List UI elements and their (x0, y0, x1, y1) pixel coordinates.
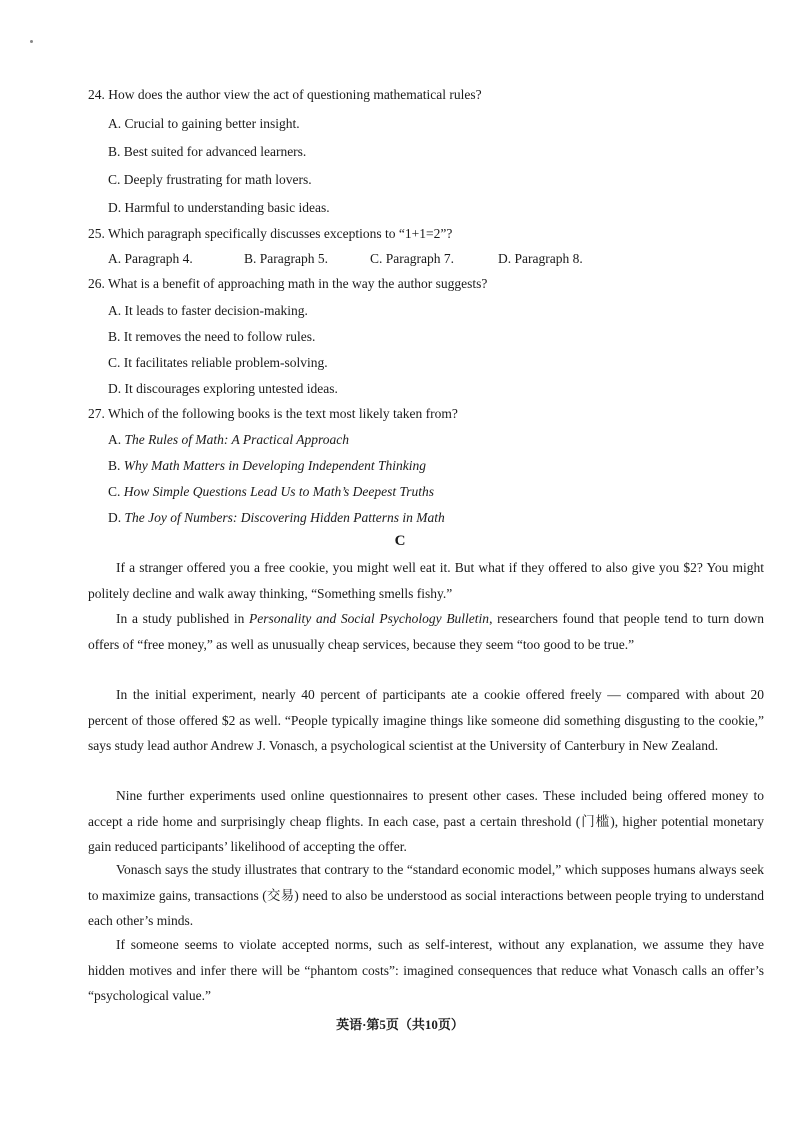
passage-paragraph-5: Vonasch says the study illustrates that contrary to the “standard economic model,” which supposes humans always seek to maximize gains, transactions (交易) need to also be understood as social interactions between people trying to understand each other’s minds. (88, 862, 764, 928)
question-24-option-a: A. Crucial to gaining better insight. (108, 116, 300, 131)
question-24-option-d: D. Harmful to understanding basic ideas. (108, 200, 330, 215)
question-25-option-c: C. Paragraph 7. (370, 251, 454, 266)
question-26-option-c: C. It facilitates reliable problem-solving. (108, 355, 328, 370)
question-27-stem: 27. Which of the following books is the text most likely taken from? (88, 406, 458, 421)
question-25-options (108, 251, 708, 267)
question-25-option-b: B. Paragraph 5. (244, 251, 328, 266)
journal-title: Personality and Social Psychology Bulletin (249, 611, 490, 626)
passage-paragraph-2: In a study published in Personality and Social Psychology Bulletin, researchers found that people tend to turn down offers of “free money,” as well as unusually cheap services, because they seem “too good to be true.” (88, 611, 765, 652)
passage-paragraph-4: Nine further experiments used online questionnaires to present other cases. These included being offered money to accept a ride home and surprisingly cheap flights. In each case, past a certain threshold (门槛), higher potential monetary gain reduced participants’ likelihood of accepting the offer. (88, 788, 764, 854)
scan-speck (30, 40, 33, 43)
question-26-option-d: D. It discourages exploring untested ideas. (108, 381, 338, 396)
question-27-option-d: D. The Joy of Numbers: Discovering Hidden Patterns in Math (108, 510, 445, 525)
question-25-option-d: D. Paragraph 8. (498, 251, 583, 266)
question-27-option-c: C. How Simple Questions Lead Us to Math’s Deepest Truths (108, 484, 435, 499)
page-footer: 英语·第5页（共10页） (336, 1017, 464, 1032)
question-27-option-a: A. The Rules of Math: A Practical Approach (108, 432, 349, 447)
question-25-option-a: A. Paragraph 4. (108, 251, 193, 266)
question-24-option-c: C. Deeply frustrating for math lovers. (108, 172, 312, 187)
question-27-option-b: B. Why Math Matters in Developing Independent Thinking (108, 458, 426, 473)
question-26-option-b: B. It removes the need to follow rules. (108, 329, 316, 344)
section-heading: C (394, 533, 406, 549)
passage-paragraph-1: If a stranger offered you a free cookie, you might well eat it. But what if they offered to also give you $2? You might politely decline and walk away thinking, “Something smells fishy.” (88, 560, 764, 601)
question-26-option-a: A. It leads to faster decision-making. (108, 303, 308, 318)
question-24-stem: 24. How does the author view the act of questioning mathematical rules? (88, 87, 482, 102)
question-25-stem: 25. Which paragraph specifically discusses exceptions to “1+1=2”? (88, 226, 453, 241)
passage-paragraph-3: In the initial experiment, nearly 40 percent of participants ate a cookie offered freely — compared with about 20 percent of those offered $2 as well. “People typically imagine things like someone did something disgusting to the cookie,” says study lead author Andrew J. Vonasch, a psychological scientist at the University of Canterbury in New Zealand. (88, 687, 764, 753)
passage-paragraph-6: If someone seems to violate accepted norms, such as self-interest, without any explanation, we assume they have hidden motives and infer there will be “phantom costs”: imagined consequences that reduce what Vonasch calls an offer’s “psychological value.” (88, 937, 764, 1003)
question-26-stem: 26. What is a benefit of approaching math in the way the author suggests? (88, 276, 488, 291)
question-24-option-b: B. Best suited for advanced learners. (108, 144, 307, 159)
